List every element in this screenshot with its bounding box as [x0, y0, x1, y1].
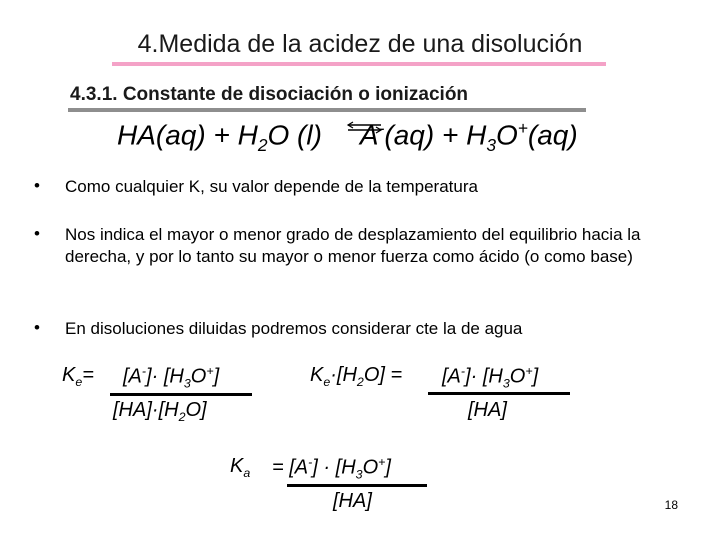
- eq-lhs-pre: HA(aq) + H: [117, 119, 258, 151]
- eq-lhs-post: O (l): [267, 119, 322, 151]
- bullet-icon: •: [34, 176, 40, 195]
- equilibrium-arrows-icon: [345, 121, 385, 135]
- eq-rhs-post: (aq): [527, 119, 578, 151]
- eq-lhs-sub: 2: [257, 134, 268, 155]
- page-number: 18: [664, 498, 678, 512]
- ka-denominator: [HA]: [333, 490, 372, 512]
- eq-rhs-a: A: [359, 119, 379, 151]
- eq-rhs-o: O: [495, 119, 518, 151]
- fraction-bar: [428, 392, 570, 395]
- eq-rhs-a-post: (aq) + H: [384, 119, 487, 151]
- title-underline: [112, 62, 606, 66]
- eq-rhs-sup: +: [517, 118, 528, 138]
- subtitle-underline: [68, 108, 586, 112]
- ke-symbol: $K_e=$: [62, 364, 94, 389]
- eq-rhs-sub: 3: [486, 134, 496, 155]
- ka-numerator: = $[A^-] \cdot [H_3O^+]$: [272, 455, 391, 482]
- bullet-icon: •: [34, 318, 40, 337]
- ke-h2o-lhs: $K_e\cdot[H_2O]$ =: [310, 364, 403, 389]
- fraction-bar: [110, 393, 252, 396]
- ke-h2o-numerator: $[A^-]\cdot [H_3O^+]$: [442, 364, 539, 391]
- fraction-bar: [287, 484, 427, 487]
- ke-h2o-denominator: [HA]: [468, 399, 507, 421]
- eq-rhs-a-sup: -: [378, 118, 385, 138]
- bullet-text-2: Nos indica el mayor o menor grado de desplazamiento del equilibrio hacia la derecha, y por lo tanto su mayor o menor fuerza como ácido (o como base): [65, 225, 641, 266]
- ke-numerator: $[A^-]\cdot [H_3O^+]$: [123, 364, 220, 391]
- ka-symbol: $K_a$: [230, 455, 251, 480]
- bullet-text-1: Como cualquier K, su valor depende de la temperatura: [65, 177, 478, 196]
- ke-denominator: $[HA]\cdot[H_2O]$: [113, 399, 207, 424]
- section-subtitle: 4.3.1. Constante de disociación o ionización: [70, 84, 469, 105]
- page-title: 4.Medida de la acidez de una disolución: [137, 30, 583, 58]
- bullet-text-3: En disoluciones diluidas podremos considerar cte la de agua: [65, 319, 523, 338]
- bullet-icon: •: [34, 224, 40, 243]
